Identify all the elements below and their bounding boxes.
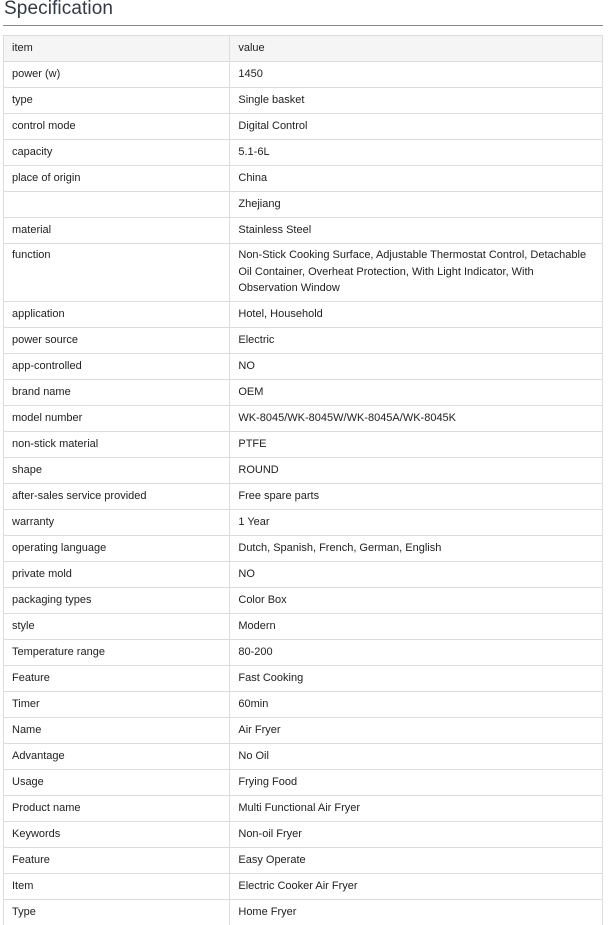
row-key-cell: application [4, 302, 230, 328]
table-row [4, 692, 603, 718]
table-row [4, 484, 603, 510]
row-value-cell: Color Box [230, 588, 603, 614]
row-key-cell: Type [4, 900, 230, 925]
row-key-cell: Timer [4, 692, 230, 718]
row-key-cell: control mode [4, 114, 230, 140]
row-value-cell: 1 Year [230, 510, 603, 536]
table-row [4, 848, 603, 874]
row-value-cell: Zhejiang [230, 192, 603, 218]
table-row [4, 458, 603, 484]
row-value-cell: Multi Functional Air Fryer [230, 796, 603, 822]
row-value-cell: 60min [230, 692, 603, 718]
table-row [4, 744, 603, 770]
row-value-cell: 80-200 [230, 640, 603, 666]
row-key-cell: Usage [4, 770, 230, 796]
page-title: Specification [4, 0, 114, 19]
row-key-cell: power source [4, 328, 230, 354]
row-value-cell: ROUND [230, 458, 603, 484]
table-row [4, 640, 603, 666]
row-key-cell: Keywords [4, 822, 230, 848]
row-key-cell: type [4, 88, 230, 114]
row-key-cell: brand name [4, 380, 230, 406]
row-key-cell: non-stick material [4, 432, 230, 458]
table-row [4, 588, 603, 614]
row-value-cell: Non-Stick Cooking Surface, Adjustable Thermostat Control, Detachable Oil Container, Overheat Protection, With Light Indicator, With Observation Window [230, 244, 603, 302]
row-value-cell: OEM [230, 380, 603, 406]
table-row [4, 192, 603, 218]
table-row [4, 302, 603, 328]
table-row [4, 770, 603, 796]
row-key-cell: Advantage [4, 744, 230, 770]
table-row [4, 536, 603, 562]
row-value-cell: Air Fryer [230, 718, 603, 744]
table-row [4, 510, 603, 536]
row-key-cell: private mold [4, 562, 230, 588]
row-key-cell: operating language [4, 536, 230, 562]
table-row [4, 354, 603, 380]
table-header-row [4, 36, 603, 62]
row-key-cell: model number [4, 406, 230, 432]
table-row [4, 166, 603, 192]
table-row [4, 406, 603, 432]
table-row [4, 796, 603, 822]
row-key-cell: Product name [4, 796, 230, 822]
table-row [4, 218, 603, 244]
row-value-cell: Fast Cooking [230, 666, 603, 692]
row-key-cell [4, 192, 230, 218]
row-value-cell: Stainless Steel [230, 218, 603, 244]
table-row [4, 114, 603, 140]
row-key-cell: warranty [4, 510, 230, 536]
header-value-cell: value [230, 36, 603, 62]
row-key-cell: Name [4, 718, 230, 744]
row-value-cell: Digital Control [230, 114, 603, 140]
title-divider [3, 25, 603, 26]
row-key-cell: Temperature range [4, 640, 230, 666]
specification-table [3, 35, 603, 925]
row-value-cell: Easy Operate [230, 848, 603, 874]
table-row [4, 432, 603, 458]
row-key-cell: function [4, 244, 230, 302]
row-key-cell: packaging types [4, 588, 230, 614]
row-value-cell: Dutch, Spanish, French, German, English [230, 536, 603, 562]
row-value-cell: Home Fryer [230, 900, 603, 925]
row-value-cell: PTFE [230, 432, 603, 458]
table-row [4, 244, 603, 302]
table-row [4, 562, 603, 588]
row-value-cell: Hotel, Household [230, 302, 603, 328]
row-value-cell: Frying Food [230, 770, 603, 796]
table-row [4, 666, 603, 692]
row-value-cell: Electric Cooker Air Fryer [230, 874, 603, 900]
row-key-cell: power (w) [4, 62, 230, 88]
row-key-cell: Feature [4, 848, 230, 874]
row-key-cell: after-sales service provided [4, 484, 230, 510]
row-key-cell: shape [4, 458, 230, 484]
row-value-cell: NO [230, 354, 603, 380]
row-key-cell: place of origin [4, 166, 230, 192]
table-row [4, 822, 603, 848]
table-row [4, 140, 603, 166]
table-row [4, 380, 603, 406]
row-value-cell: 1450 [230, 62, 603, 88]
row-value-cell: NO [230, 562, 603, 588]
table-row [4, 88, 603, 114]
row-value-cell: No Oil [230, 744, 603, 770]
header-key-cell: item [4, 36, 230, 62]
row-value-cell: Free spare parts [230, 484, 603, 510]
table-row [4, 874, 603, 900]
row-value-cell: WK-8045/WK-8045W/WK-8045A/WK-8045K [230, 406, 603, 432]
row-key-cell: app-controlled [4, 354, 230, 380]
row-key-cell: capacity [4, 140, 230, 166]
row-key-cell: style [4, 614, 230, 640]
table-row [4, 328, 603, 354]
row-value-cell: 5.1-6L [230, 140, 603, 166]
row-value-cell: China [230, 166, 603, 192]
table-row [4, 718, 603, 744]
table-row [4, 62, 603, 88]
row-key-cell: Feature [4, 666, 230, 692]
row-value-cell: Modern [230, 614, 603, 640]
row-key-cell: Item [4, 874, 230, 900]
row-value-cell: Single basket [230, 88, 603, 114]
row-value-cell: Electric [230, 328, 603, 354]
table-row [4, 900, 603, 925]
row-value-cell: Non-oil Fryer [230, 822, 603, 848]
table-row [4, 614, 603, 640]
row-key-cell: material [4, 218, 230, 244]
